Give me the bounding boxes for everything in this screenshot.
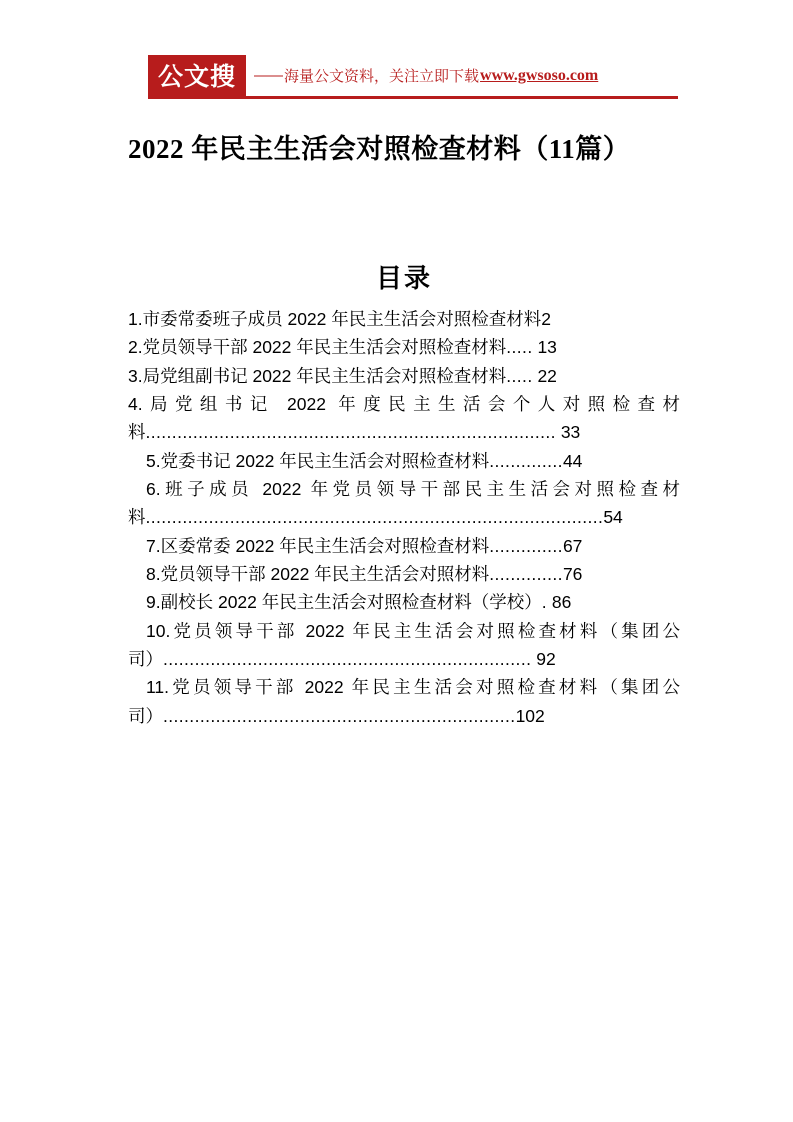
- toc-entry-1[interactable]: [128, 305, 680, 333]
- toc-leader: ..............................................................................: [145, 422, 556, 443]
- toc-label: 局党组副书记 2022 年民主生活会对照检查材料: [142, 365, 507, 386]
- toc-label: 市委常委班子成员 2022 年民主生活会对照检查材料: [142, 309, 542, 329]
- toc-label: 党员领导干部 2022 年民主生活会对照材料: [160, 564, 490, 585]
- toc-leader: ......................................................................: [163, 649, 532, 670]
- toc-number: 2.: [128, 337, 143, 358]
- banner-url-link[interactable]: www.gwsoso.com: [480, 66, 599, 84]
- toc-page: 86: [551, 592, 572, 613]
- toc-page: 13: [537, 337, 557, 358]
- toc-leader: .....: [506, 337, 533, 358]
- site-banner: [148, 55, 678, 99]
- toc-page: 92: [536, 649, 556, 670]
- toc-number: 5.: [146, 450, 161, 471]
- toc-page: 44: [562, 450, 583, 471]
- toc-number: 3.: [128, 365, 143, 386]
- toc-number: 6.: [146, 479, 161, 500]
- catalog-heading: 目录: [375, 264, 432, 293]
- toc-label: 党员领导干部 2022 年民主生活会对照检查材料: [142, 337, 507, 358]
- toc-leader: ..............: [489, 535, 563, 556]
- toc-number: 4.: [128, 394, 143, 415]
- toc-leader: ..............: [489, 450, 563, 471]
- toc-label: 党员领导干部 2022 年民主生活会对照检查材料（集团公司）: [128, 677, 680, 726]
- toc-number: 9.: [146, 592, 161, 613]
- banner-dash: ——: [254, 67, 283, 84]
- toc-number: 10.: [146, 620, 171, 641]
- toc-label: 党员领导干部 2022 年民主生活会对照检查材料（集团公司）: [128, 620, 680, 670]
- toc-page: 33: [560, 422, 581, 443]
- toc-leader: ..............: [489, 564, 563, 585]
- banner-tagline: 海量公文资料，关注立即下载: [284, 68, 480, 85]
- toc-page: 76: [562, 564, 583, 585]
- toc-entry-2[interactable]: [128, 333, 680, 361]
- toc-entry-3[interactable]: [128, 362, 680, 390]
- toc-label: 副校长 2022 年民主生活会对照检查材料（学校）: [160, 592, 542, 613]
- toc-entry-9[interactable]: [128, 588, 680, 616]
- toc-leader: .....: [506, 365, 533, 386]
- toc-entry-10[interactable]: [128, 617, 680, 674]
- toc-label: 党委书记 2022 年民主生活会对照检查材料: [160, 450, 490, 471]
- toc-label: 局党组书记 2022 年度民主生活会个人对照检查材料: [128, 394, 680, 443]
- toc-number: 1.: [128, 309, 143, 329]
- toc-leader: .......................................................................................: [145, 507, 604, 528]
- toc-label: 区委常委 2022 年民主生活会对照检查材料: [160, 535, 490, 556]
- toc-entry-4[interactable]: [128, 390, 680, 447]
- toc-page: 22: [537, 365, 557, 386]
- table-of-contents: [128, 305, 680, 730]
- toc-leader: .: [541, 592, 548, 613]
- banner-tagline-area: [246, 55, 678, 99]
- page-title: 2022 年民主生活会对照检查材料（11篇）: [128, 134, 631, 164]
- toc-number: 7.: [146, 535, 161, 556]
- toc-number: 8.: [146, 564, 161, 585]
- toc-page: 2: [541, 309, 551, 329]
- toc-entry-7[interactable]: [128, 532, 680, 560]
- toc-page: 67: [562, 535, 583, 556]
- toc-number: 11.: [146, 677, 170, 698]
- site-logo: 公文搜: [148, 55, 246, 99]
- toc-page: 54: [603, 507, 623, 528]
- toc-page: 102: [515, 705, 545, 726]
- toc-leader: ...................................................................: [163, 705, 516, 726]
- toc-entry-8[interactable]: [128, 560, 680, 588]
- toc-entry-5[interactable]: [128, 447, 680, 475]
- toc-entry-6[interactable]: [128, 475, 680, 532]
- toc-label: 班子成员 2022 年党员领导干部民主生活会对照检查材料: [128, 479, 680, 528]
- toc-entry-11[interactable]: [128, 673, 680, 730]
